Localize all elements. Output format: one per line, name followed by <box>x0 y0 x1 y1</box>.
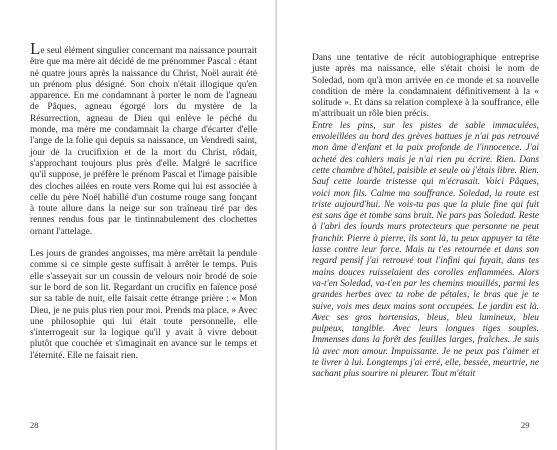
drop-cap: L <box>30 39 41 58</box>
paragraph-soledad-intro: Dans une tentative de récit autobiographique entreprise juste après ma naissance, elle s'était choisi le nom de Soledad, nom qu'à mon arrivée en ce monde et sa nouvelle condition de mère la condamnaient définitivement à la « solitude ». Et dans sa relation complexe à la souffrance, elle m'attribuait un rôle bien précis. <box>312 53 539 120</box>
page-number: 29 <box>521 420 530 430</box>
right-page-text <box>312 53 539 381</box>
paragraph-pendulum: Les jours de grandes angoisses, ma mère arrêtait la pendule comme si ce simple geste suffisait à arrêter le temps. Puis elle s'asseyait sur un coussin de velours noir brodé de soie sur le bord de son lit. Regardant un crucifix en faïence posé sur sa table de nuit, elle faisait cette étrange prière : « Mon Dieu, je ne puis plus rien pour moi. Prends ma place. » Avec une philosophie qui lui était toute personnelle, elle s'interrogeait sur la logique qu'il y avait à vivre debout plutôt que couchée et s'imaginait en avance sur le temps et l'éternité. Elle ne faisait rien. <box>30 249 257 361</box>
left-page-text <box>30 39 257 362</box>
right-page <box>277 0 557 450</box>
paragraph-opening-body: e seul élément singulier concernant ma naissance pourrait être que ma mère ait décidé de me prénommer Pascal : étant né quatre jours après la naissance du Christ, Noël aurait été un prénom plus désigné. Son choix n'était illogique qu'en apparence. En me condamnant à porter le nom de l'agneau de Pâques, agneau égorgé lors du mystère de la Résurrection, agneau de Dieu qui enlève le péché du monde, ma mère me condamnait la charge d'écarter d'elle l'ange de la folie qui depuis sa naissance, un Vendredi saint, jour de la crucifixion et de la mort du Christ, rôdait, s'approchant toujours plus près d'elle. Malgré le sacrifice qu'il suppose, je préfère le prénom Pascal et l'image paisible des cloches ailées en route vers Rome qui lui est associée à celle du père Noël habillé d'un costume rouge sang fonçant à toute allure dans la neige sur son traîneau tiré par des rennes rendus fous par le tintinnabulement des clochettes ornant l'attelage. <box>30 46 257 237</box>
paragraph-opening <box>30 39 257 238</box>
page-number: 28 <box>30 420 39 430</box>
left-page <box>0 0 275 450</box>
italic-passage: Entre les pins, sur les pistes de sable immaculées, envoleillées au bord des grèves battues je n'ai pas retrouvé mon âme d'enfant et la paix profonde de l'innocence. J'ai acheté des cahiers mais je n'ai rien pu écrire. Rien. Dans cette chambre d'hôtel, paisible et seule où j'étais libre. Rien. Sauf cette lourde tristesse qui m'écrasait. Voici Pâques, voici mon fils. Calme ma souffrance. Soledad, la route est triste aujourd'hui. Ne vois-tu pas que la pluie fine qui fuit est sans âge et tombe sans bruit. Ne pars pas Soledad. Reste à l'abri des lourds murs protecteurs que personne ne peut franchir. Pierre à pierre, ils sont là, tu peux appuyer ta tête lasse contre leur force. Mais tu t'es retournée et dans son regard pensif j'ai retrouvé tout l'infini qui fuyait, dans tes mains douces ruisselaient des corolles enflammées. Alors va-t'en Soledad, va-t'en par les chemins mouillés, parmi les grandes herbes avec ta robe de pétales, le bras que je te suive, vois mes deux mains sont occupées. Le jardin est là. Avec ses gros hortensias, bleus, bleu lumineux, bleu pulpeux, tangible. Avec leurs longues tiges souples. Immenses dans la forêt des feuilles larges, fraîches. Je suis là avec mon amour. Impuissante. Je ne peux pas t'aimer et te livrer à lui. Longtemps j'ai erré, elle, bessée, meurtrie, ne sachant plus sourire ni pleurer. Tout m'était <box>312 120 539 380</box>
